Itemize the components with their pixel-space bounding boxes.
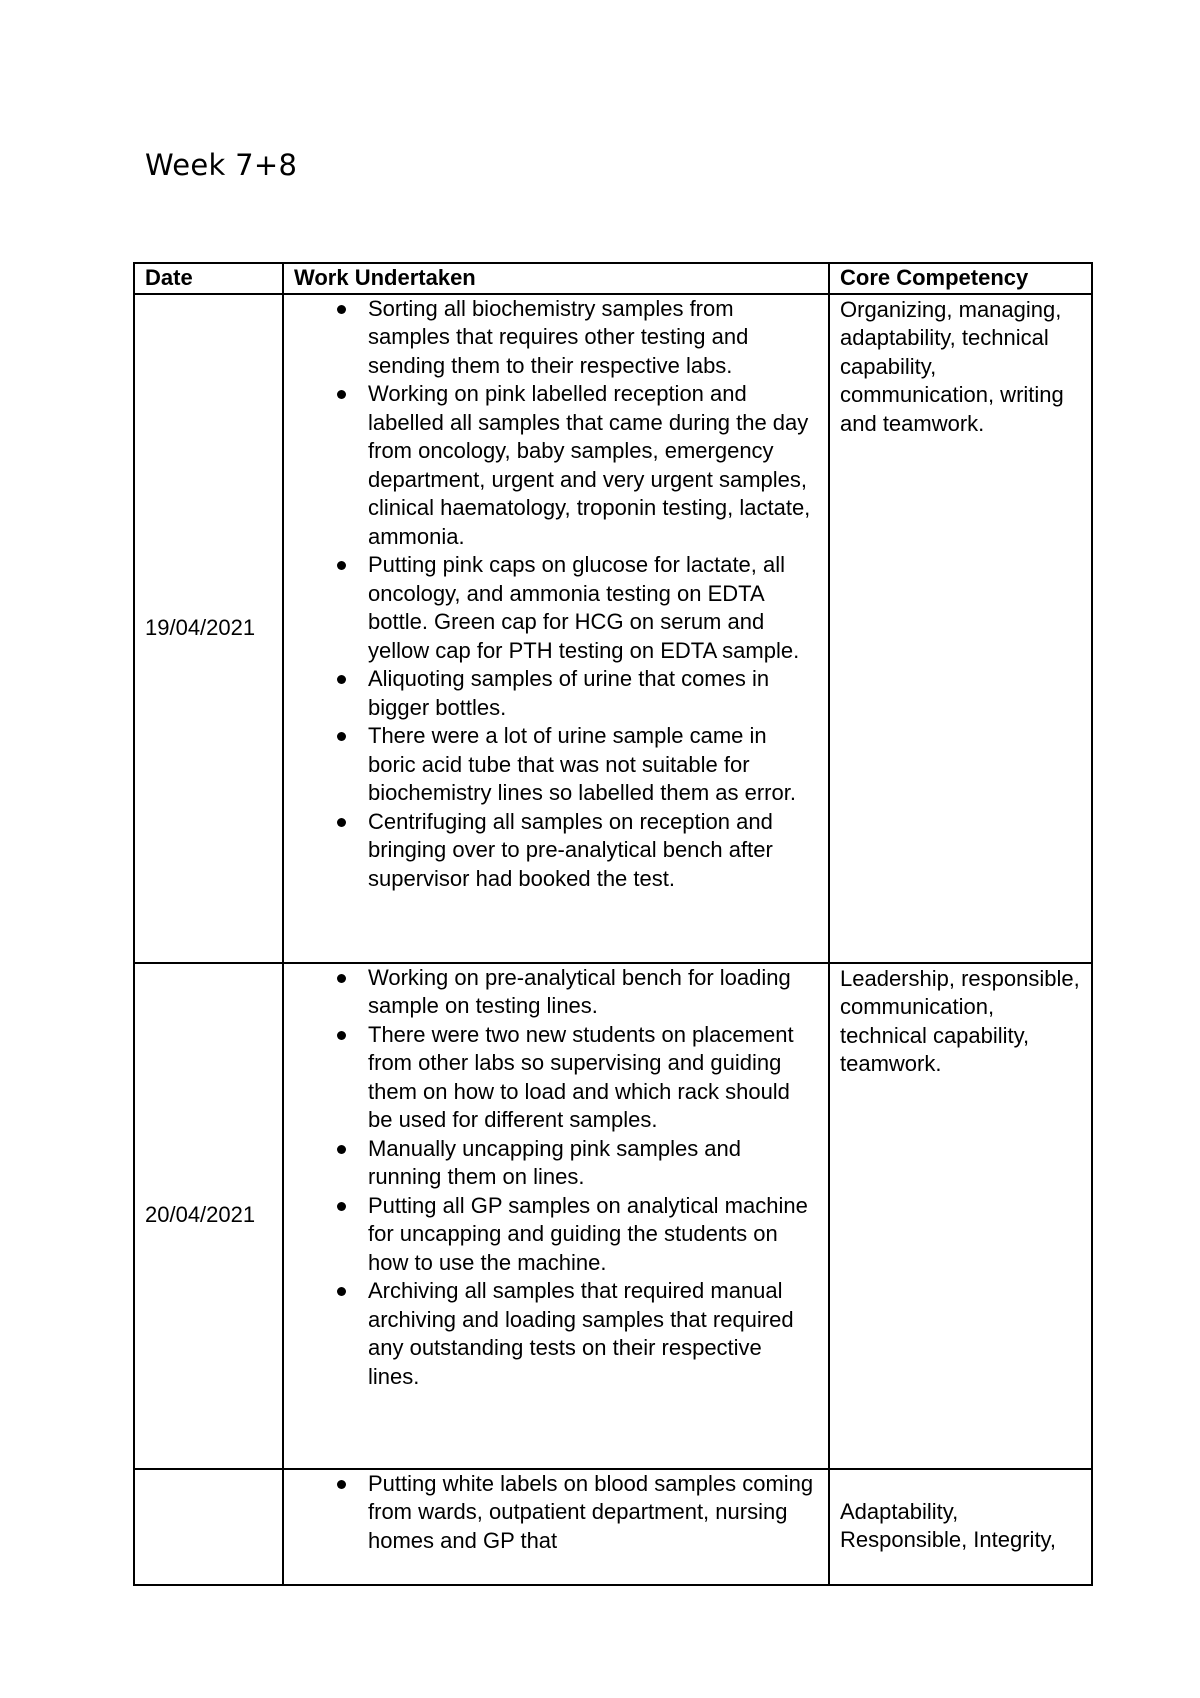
work-cell [283, 1469, 829, 1585]
list-item: Working on pink labelled reception and labelled all samples that came during the day from oncology, baby samples, emergency department, urgent and very urgent samples, clinical haematology, troponin testing, lactate, ammonia. [368, 380, 816, 551]
date-cell [134, 1469, 283, 1585]
list-item: Working on pre-analytical bench for loading sample on testing lines. [368, 964, 816, 1021]
table-row [134, 1469, 1092, 1585]
header-work-undertaken: Work Undertaken [283, 263, 829, 294]
competency-cell: Organizing, managing, adaptability, technical capability, communication, writing and teamwork. [829, 294, 1092, 963]
list-item: There were two new students on placement from other labs so supervising and guiding them on how to load and which rack should be used for different samples. [368, 1021, 816, 1135]
work-list [284, 1470, 816, 1556]
list-item: Sorting all biochemistry samples from samples that requires other testing and sending them to their respective labs. [368, 295, 816, 381]
list-item: Archiving all samples that required manual archiving and loading samples that required any outstanding tests on their respective lines. [368, 1277, 816, 1391]
competency-cell: Leadership, responsible, communication, technical capability, teamwork. [829, 963, 1092, 1469]
competency-cell: Adaptability, Responsible, Integrity, [829, 1469, 1092, 1585]
list-item: Manually uncapping pink samples and running them on lines. [368, 1135, 816, 1192]
list-item: Centrifuging all samples on reception and bringing over to pre-analytical bench after supervisor had booked the test. [368, 808, 816, 894]
list-item: Putting pink caps on glucose for lactate, all oncology, and ammonia testing on EDTA bottle. Green cap for HCG on serum and yellow cap for PTH testing on EDTA sample. [368, 551, 816, 665]
work-list [284, 295, 816, 894]
list-item: Aliquoting samples of urine that comes in bigger bottles. [368, 665, 816, 722]
work-list [284, 964, 816, 1392]
table-header-row [134, 263, 1092, 294]
header-core-competency: Core Competency [829, 263, 1092, 294]
table-row [134, 963, 1092, 1469]
date-cell: 20/04/2021 [134, 963, 283, 1469]
work-cell [283, 963, 829, 1469]
work-log-table [133, 262, 1093, 1586]
list-item: Putting all GP samples on analytical machine for uncapping and guiding the students on how to use the machine. [368, 1192, 816, 1278]
table-row [134, 294, 1092, 963]
work-cell [283, 294, 829, 963]
date-cell: 19/04/2021 [134, 294, 283, 963]
page-title: Week 7+8 [145, 148, 298, 182]
list-item: There were a lot of urine sample came in boric acid tube that was not suitable for biochemistry lines so labelled them as error. [368, 722, 816, 808]
header-date: Date [134, 263, 283, 294]
list-item: Putting white labels on blood samples coming from wards, outpatient department, nursing homes and GP that [368, 1470, 816, 1556]
